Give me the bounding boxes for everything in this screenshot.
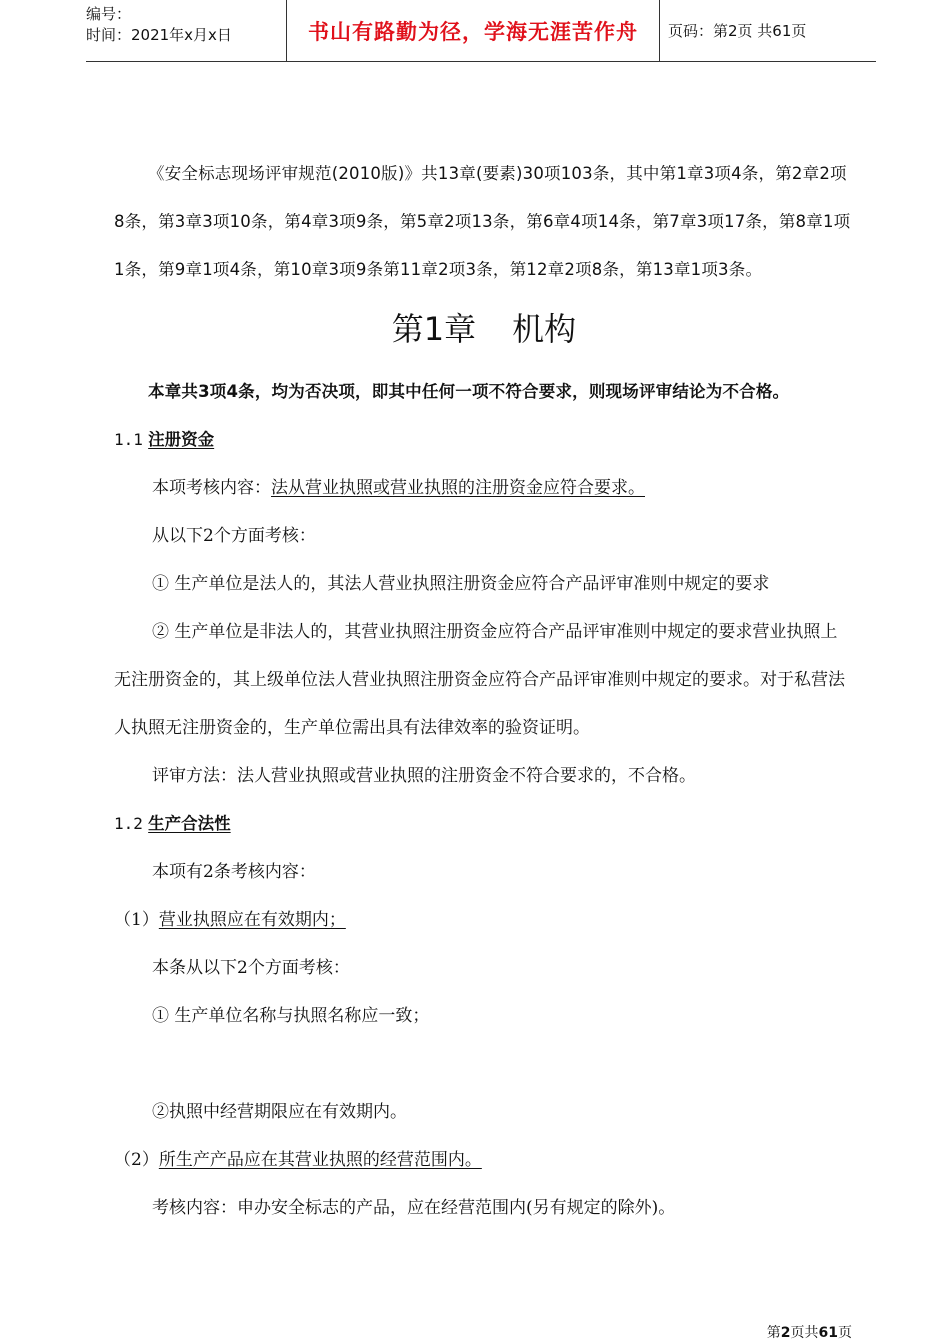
footer-page-number: 2 xyxy=(780,1325,791,1341)
section-1-1-heading xyxy=(114,416,854,464)
s12-clause-1 xyxy=(114,896,854,944)
chapter-heading xyxy=(114,298,854,360)
footer-post: 页 xyxy=(838,1325,852,1341)
page-footer xyxy=(767,1322,852,1342)
document-body xyxy=(114,150,854,1232)
s12-c1-aspects: 本条从以下2个方面考核： xyxy=(152,958,350,978)
time-label: 时间：2021年x月x日 xyxy=(86,26,232,44)
header-motto-cell xyxy=(286,0,660,61)
chapter-summary: 本章共3项4条，均为否决项，即其中任何一项不符合要求，则现场评审结论为不合格。 xyxy=(148,382,790,401)
s12-clause-2 xyxy=(114,1136,854,1184)
footer-mid: 页共 xyxy=(790,1325,819,1341)
s12-c1-item-2: ②执照中经营期限应在有效期内。 xyxy=(152,1102,407,1122)
content-text: 法从营业执照或营业执照的注册资金应符合要求。 xyxy=(271,478,645,498)
intro-paragraph: 《安全标志现场评审规范(2010版)》共13章(要素)30项103条，其中第1章3项4条，第2章2项8条，第3章3项10条，第4章3项9条，第5章2项13条，第6章4项14条，第7章3项17条，第8章1项1条，第9章1项4条，第10章3项9条第11章2项3条，第12章2项8条，第13章1项3条。 xyxy=(114,164,851,279)
section-title: 注册资金 xyxy=(148,430,215,449)
s11-method: 评审方法：法人营业执照或营业执照的注册资金不符合要求的，不合格。 xyxy=(152,766,696,786)
chapter-title: 机构 xyxy=(512,310,577,348)
page-header xyxy=(86,0,876,62)
section-title: 生产合法性 xyxy=(148,814,231,833)
s11-item-1: ① 生产单位是法人的，其法人营业执照注册资金应符合产品评审准则中规定的要求 xyxy=(152,574,770,594)
header-page-info: 页码：第2页 共61页 xyxy=(668,22,807,40)
chapter-number: 第1章 xyxy=(391,310,477,348)
clause-text: 所生产产品应在其营业执照的经营范围内。 xyxy=(158,1150,482,1170)
s11-item-2: ② 生产单位是非法人的，其营业执照注册资金应符合产品评审准则中规定的要求营业执照上无注册资金的，其上级单位法人营业执照注册资金应符合产品评审准则中规定的要求。对于私营法人执照无注册资金的，生产单位需出具有法律效率的验资证明。 xyxy=(114,622,845,738)
footer-total-pages: 61 xyxy=(818,1325,838,1341)
clause-number: （2） xyxy=(114,1150,159,1170)
s12-intro: 本项有2条考核内容： xyxy=(152,862,316,882)
number-label: 编号： xyxy=(86,5,132,23)
content-label: 本项考核内容： xyxy=(152,478,271,498)
clause-number: （1） xyxy=(114,910,159,930)
s11-content xyxy=(114,464,854,512)
section-1-2-heading xyxy=(114,800,854,848)
header-motto: 书山有路勤为径，学海无涯苦作舟 xyxy=(308,19,638,44)
spacer xyxy=(114,1040,854,1088)
s12-c2-content: 考核内容：申办安全标志的产品，应在经营范围内(另有规定的除外)。 xyxy=(152,1198,676,1218)
footer-pre: 第 xyxy=(766,1325,781,1341)
s12-c1-item-1: ① 生产单位名称与执照名称应一致； xyxy=(152,1006,430,1026)
section-number: 1.2 xyxy=(114,814,143,833)
s11-aspects: 从以下2个方面考核： xyxy=(152,526,316,546)
header-meta xyxy=(86,0,286,61)
clause-text: 营业执照应在有效期内； xyxy=(158,910,346,930)
section-number: 1.1 xyxy=(114,430,143,449)
